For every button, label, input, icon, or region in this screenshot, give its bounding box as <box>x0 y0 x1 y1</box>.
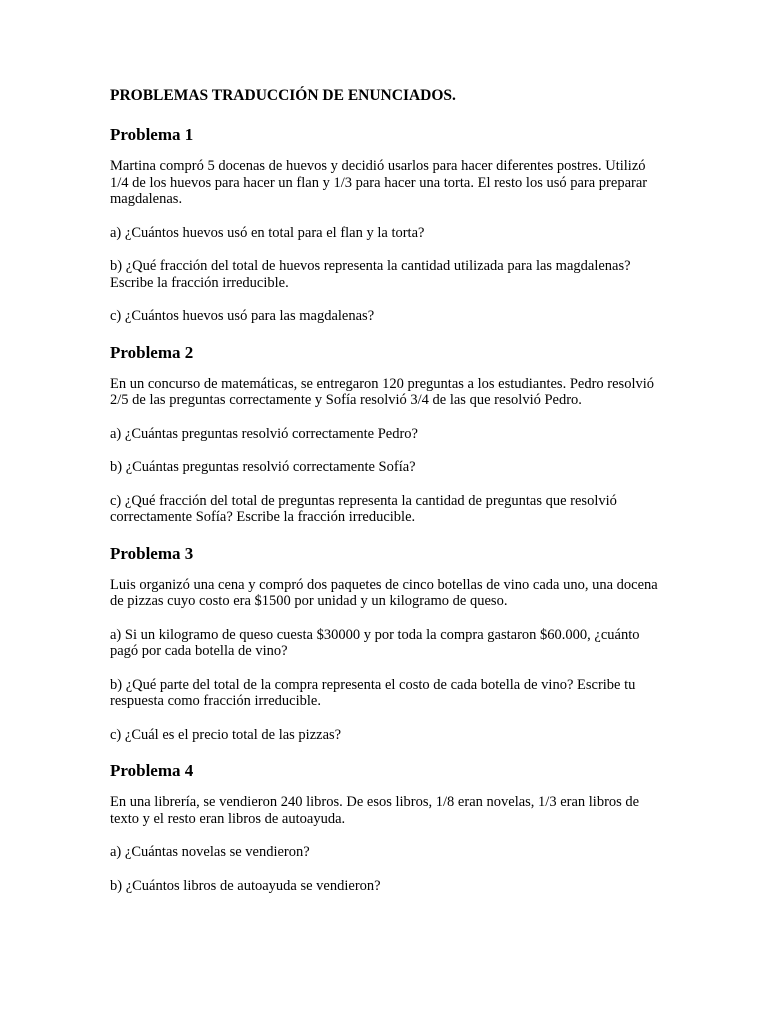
problem-2 <box>110 342 660 526</box>
problem-statement: Luis organizó una cena y compró dos paquetes de cinco botellas de vino cada uno, una docena de pizzas cuyo costo era $1500 por unidad y un kilogramo de queso. <box>110 576 658 609</box>
problem-4 <box>110 760 660 894</box>
problem-1 <box>110 124 660 325</box>
problem-heading: Problema 2 <box>110 342 194 362</box>
question-b: b) ¿Qué parte del total de la compra representa el costo de cada botella de vino? Escribe tu respuesta como fracción irreducible. <box>110 676 636 709</box>
document-page <box>110 86 660 911</box>
question-c: c) ¿Qué fracción del total de preguntas representa la cantidad de preguntas que resolvió correctamente Sofía? Escribe la fracción irreducible. <box>110 492 617 525</box>
question-b: b) ¿Cuántas preguntas resolvió correctamente Sofía? <box>110 459 416 475</box>
problem-heading: Problema 4 <box>110 761 194 780</box>
question-a: a) ¿Cuántas preguntas resolvió correctamente Pedro? <box>110 425 418 442</box>
problem-statement: En un concurso de matemáticas, se entregaron 120 preguntas a los estudiantes. Pedro resolvió 2/5 de las preguntas correctamente y Sofía resolvió 3/4 de las que resolvió Pedro. <box>110 375 654 408</box>
question-c: c) ¿Cuántos huevos usó para las magdalenas? <box>110 308 375 324</box>
problem-heading: Problema 3 <box>110 543 194 563</box>
problem-3 <box>110 543 660 744</box>
question-a: a) ¿Cuántas novelas se vendieron? <box>110 844 310 860</box>
page-title: PROBLEMAS TRADUCCIÓN DE ENUNCIADOS. <box>110 87 456 104</box>
question-c: c) ¿Cuál es el precio total de las pizzas? <box>110 726 342 743</box>
problem-statement: En una librería, se vendieron 240 libros. De esos libros, 1/8 eran novelas, 1/3 eran libros de texto y el resto eran libros de autoayuda. <box>110 794 640 827</box>
problem-heading: Problema 1 <box>110 125 194 144</box>
question-b: b) ¿Qué fracción del total de huevos representa la cantidad utilizada para las magdalenas? Escribe la fracción irreducible. <box>110 258 631 291</box>
problem-statement: Martina compró 5 docenas de huevos y decidió usarlos para hacer diferentes postres. Utilizó 1/4 de los huevos para hacer un flan y 1/3 para hacer una torta. El resto los usó para preparar magdalenas. <box>110 158 648 207</box>
question-b: b) ¿Cuántos libros de autoayuda se vendieron? <box>110 877 381 894</box>
question-a: a) Si un kilogramo de queso cuesta $30000 y por toda la compra gastaron $60.000, ¿cuánto pagó por cada botella de vino? <box>110 626 640 659</box>
question-a: a) ¿Cuántos huevos usó en total para el flan y la torta? <box>110 224 425 241</box>
